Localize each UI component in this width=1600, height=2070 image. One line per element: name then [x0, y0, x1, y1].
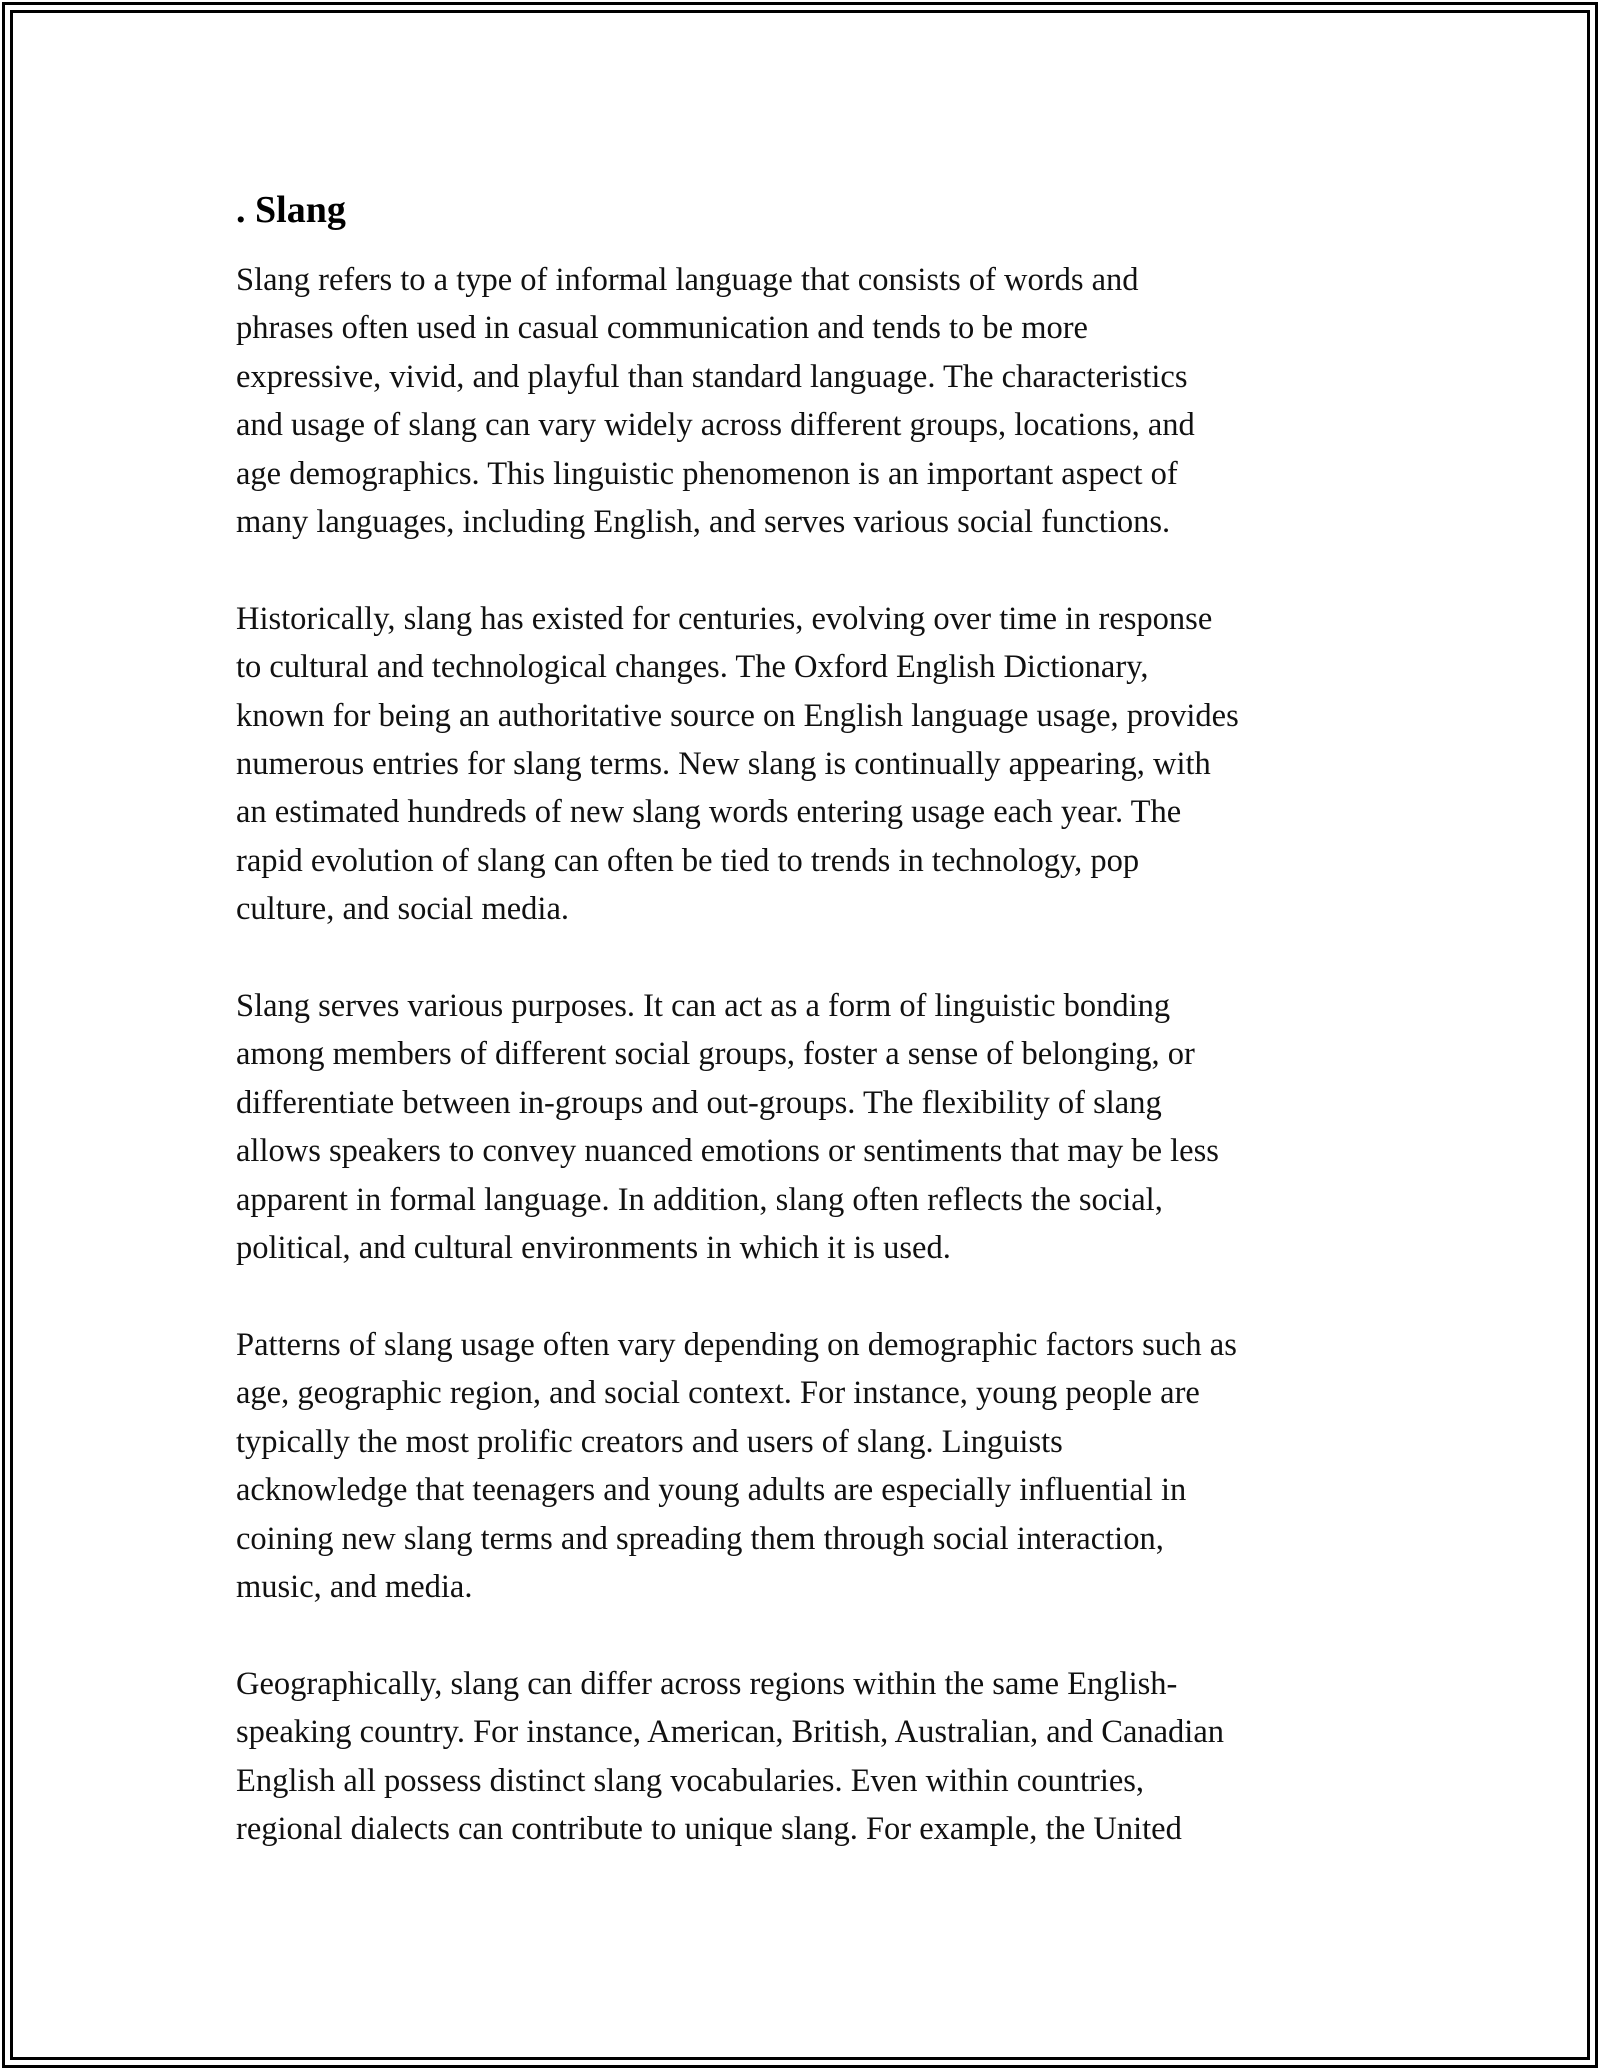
document-body [236, 186, 1376, 1902]
paragraph-definition: Slang refers to a type of informal language that consists of words and phrases often used in casual communication and tends to be more expressive, vivid, and playful than standard language. The characteristics and usage of slang can vary widely across different groups, locations, and age demographics. This linguistic phenomenon is an important aspect of many languages, including English, and serves various social functions. [236, 262, 1195, 541]
section-heading: . Slang [236, 189, 346, 231]
paragraph-history: Historically, slang has existed for centuries, evolving over time in response to cultural and technological changes. The Oxford English Dictionary, known for being an authoritative source on English language usage, provides numerous entries for slang terms. New slang is continually appearing, with an estimated hundreds of new slang words entering usage each year. The rapid evolution of slang can often be tied to trends in technology, pop culture, and social media. [236, 600, 1239, 928]
paragraph-purposes: Slang serves various purposes. It can act as a form of linguistic bonding among members of different social groups, foster a sense of belonging, or differentiate between in-groups and out-groups. The flexibility of slang allows speakers to convey nuanced emotions or sentiments that may be less apparent in formal language. In addition, slang often reflects the social, political, and cultural environments in which it is used. [236, 988, 1219, 1267]
paragraph-demographics: Patterns of slang usage often vary depending on demographic factors such as age, geographic region, and social context. For instance, young people are typically the most prolific creators and users of slang. Linguists acknowledge that teenagers and young adults are especially influential in coining new slang terms and spreading them through social interaction, music, and media. [236, 1326, 1237, 1605]
paragraph-geography: Geographically, slang can differ across regions within the same English- speaking country. For instance, American, British, Australian, and Canadian English all possess distinct slang vocabularies. Even within countries, regional dialects can contribute to unique slang. For example, the United [236, 1665, 1225, 1847]
